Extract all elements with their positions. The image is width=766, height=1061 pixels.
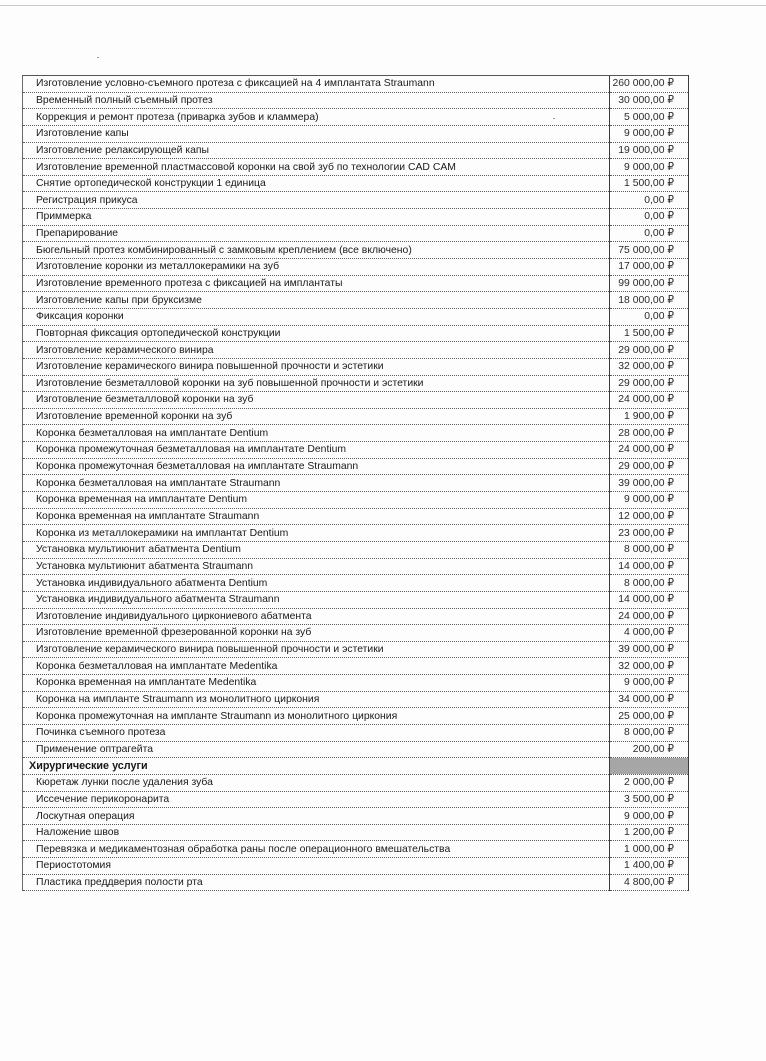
service-name: Изготовление капы при бруксизме xyxy=(23,292,610,309)
service-price: 1 200,00 ₽ xyxy=(610,824,689,841)
service-price: 29 000,00 ₽ xyxy=(610,458,689,475)
service-price: 34 000,00 ₽ xyxy=(610,691,689,708)
service-name: Коронка временная на имплантате Dentium xyxy=(23,492,610,509)
service-row xyxy=(23,774,689,791)
service-row xyxy=(23,508,689,525)
service-price: 4 000,00 ₽ xyxy=(610,625,689,642)
service-name: Установка мультиюнит абатмента Straumann xyxy=(23,558,610,575)
service-row xyxy=(23,358,689,375)
service-price: 9 000,00 ₽ xyxy=(610,808,689,825)
service-name: Изготовление индивидуального циркониевого абатмента xyxy=(23,608,610,625)
service-row xyxy=(23,159,689,176)
service-row xyxy=(23,591,689,608)
service-name: Коронка безметалловая на имплантате Straumann xyxy=(23,475,610,492)
service-name: Установка мультиюнит абатмента Dentium xyxy=(23,541,610,558)
service-price: 0,00 ₽ xyxy=(610,192,689,209)
service-price: 14 000,00 ₽ xyxy=(610,558,689,575)
service-name: Лоскутная операция xyxy=(23,808,610,825)
service-name: Препарирование xyxy=(23,225,610,242)
service-price: 0,00 ₽ xyxy=(610,225,689,242)
service-name: Изготовление временной фрезерованной коронки на зуб xyxy=(23,625,610,642)
service-name: Бюгельный протез комбинированный с замковым креплением (все включено) xyxy=(23,242,610,259)
service-row xyxy=(23,841,689,858)
service-price: 24 000,00 ₽ xyxy=(610,608,689,625)
service-price: 28 000,00 ₽ xyxy=(610,425,689,442)
service-row xyxy=(23,259,689,276)
service-price: 1 500,00 ₽ xyxy=(610,175,689,192)
service-row xyxy=(23,658,689,675)
service-name: Изготовление временной пластмассовой коронки на свой зуб по технологии CAD CAM xyxy=(23,159,610,176)
service-name: Временный полный съемный протез xyxy=(23,92,610,109)
service-name: Перевязка и медикаментозная обработка раны после операционного вмешательства xyxy=(23,841,610,858)
service-row xyxy=(23,76,689,93)
service-name: Коронка безметалловая на имплантате Dentium xyxy=(23,425,610,442)
service-price: 1 900,00 ₽ xyxy=(610,408,689,425)
service-row xyxy=(23,858,689,875)
service-name: Фиксация коронки xyxy=(23,308,610,325)
section-price-placeholder xyxy=(610,758,689,775)
service-price: 12 000,00 ₽ xyxy=(610,508,689,525)
service-price: 3 500,00 ₽ xyxy=(610,791,689,808)
scan-speck xyxy=(97,57,99,58)
service-row xyxy=(23,325,689,342)
service-row xyxy=(23,442,689,459)
service-price: 1 000,00 ₽ xyxy=(610,841,689,858)
service-price: 4 800,00 ₽ xyxy=(610,874,689,891)
service-row xyxy=(23,425,689,442)
service-row xyxy=(23,375,689,392)
service-name: Коронка временная на имплантате Medentika xyxy=(23,675,610,692)
service-price: 32 000,00 ₽ xyxy=(610,358,689,375)
service-row xyxy=(23,92,689,109)
service-price: 9 000,00 ₽ xyxy=(610,125,689,142)
service-price: 9 000,00 ₽ xyxy=(610,492,689,509)
service-price: 30 000,00 ₽ xyxy=(610,92,689,109)
service-name: Коронка промежуточная на импланте Straumann из монолитного циркония xyxy=(23,708,610,725)
service-price: 1 500,00 ₽ xyxy=(610,325,689,342)
service-row xyxy=(23,408,689,425)
service-price: 24 000,00 ₽ xyxy=(610,442,689,459)
service-row xyxy=(23,275,689,292)
service-price: 32 000,00 ₽ xyxy=(610,658,689,675)
service-name: Изготовление безметалловой коронки на зуб повышенной прочности и эстетики xyxy=(23,375,610,392)
service-row xyxy=(23,675,689,692)
service-name: Снятие ортопедической конструкции 1 единица xyxy=(23,175,610,192)
service-row xyxy=(23,741,689,758)
service-row xyxy=(23,192,689,209)
service-row xyxy=(23,575,689,592)
service-name: Установка индивидуального абатмента Straumann xyxy=(23,591,610,608)
service-price: 19 000,00 ₽ xyxy=(610,142,689,159)
service-price: 23 000,00 ₽ xyxy=(610,525,689,542)
service-price: 2 000,00 ₽ xyxy=(610,774,689,791)
service-row xyxy=(23,691,689,708)
service-price: 8 000,00 ₽ xyxy=(610,541,689,558)
service-row xyxy=(23,342,689,359)
service-row xyxy=(23,641,689,658)
service-row xyxy=(23,724,689,741)
service-row xyxy=(23,308,689,325)
service-row xyxy=(23,475,689,492)
section-title: Хирургические услуги xyxy=(23,758,610,775)
service-row xyxy=(23,874,689,891)
service-row xyxy=(23,125,689,142)
service-name: Изготовление капы xyxy=(23,125,610,142)
service-price: 0,00 ₽ xyxy=(610,308,689,325)
price-table-body xyxy=(23,76,689,891)
service-name: Приммерка xyxy=(23,209,610,226)
service-name: Применение оптрагейта xyxy=(23,741,610,758)
service-row xyxy=(23,525,689,542)
service-name: Иссечение перикоронарита xyxy=(23,791,610,808)
service-name: Изготовление временной коронки на зуб xyxy=(23,408,610,425)
service-row xyxy=(23,541,689,558)
service-price: 24 000,00 ₽ xyxy=(610,392,689,409)
service-name: Периостотомия xyxy=(23,858,610,875)
service-row xyxy=(23,458,689,475)
service-price: 9 000,00 ₽ xyxy=(610,675,689,692)
service-name: Изготовление безметалловой коронки на зуб xyxy=(23,392,610,409)
service-name: Кюретаж лунки после удаления зуба xyxy=(23,774,610,791)
service-price: 75 000,00 ₽ xyxy=(610,242,689,259)
service-price: 39 000,00 ₽ xyxy=(610,475,689,492)
service-row xyxy=(23,175,689,192)
service-row xyxy=(23,392,689,409)
scan-top-edge xyxy=(0,0,766,6)
service-name: Регистрация прикуса xyxy=(23,192,610,209)
service-price: 29 000,00 ₽ xyxy=(610,375,689,392)
service-price: 99 000,00 ₽ xyxy=(610,275,689,292)
service-name: Коронка промежуточная безметалловая на имплантате Dentium xyxy=(23,442,610,459)
service-price: 8 000,00 ₽ xyxy=(610,724,689,741)
service-price: 39 000,00 ₽ xyxy=(610,641,689,658)
service-name: Установка индивидуального абатмента Dentium xyxy=(23,575,610,592)
service-name: Коррекция и ремонт протеза (приварка зубов и кламмера) xyxy=(23,109,610,126)
service-name: Изготовление керамического винира повышенной прочности и эстетики xyxy=(23,641,610,658)
service-row xyxy=(23,824,689,841)
price-table xyxy=(22,75,689,891)
service-name: Коронка на импланте Straumann из монолитного циркония xyxy=(23,691,610,708)
service-name: Изготовление коронки из металлокерамики на зуб xyxy=(23,259,610,276)
service-price: 260 000,00 ₽ xyxy=(610,76,689,93)
service-price: 0,00 ₽ xyxy=(610,209,689,226)
service-row xyxy=(23,292,689,309)
service-price: 1 400,00 ₽ xyxy=(610,858,689,875)
service-name: Коронка промежуточная безметалловая на имплантате Straumann xyxy=(23,458,610,475)
service-row xyxy=(23,608,689,625)
service-name: Изготовление условно-съемного протеза с фиксацией на 4 имплантата Straumann xyxy=(23,76,610,93)
service-name: Изготовление керамического винира xyxy=(23,342,610,359)
service-name: Коронка безметалловая на имплантате Medentika xyxy=(23,658,610,675)
service-price: 200,00 ₽ xyxy=(610,741,689,758)
service-name: Изготовление временного протеза с фиксацией на имплантаты xyxy=(23,275,610,292)
service-price: 18 000,00 ₽ xyxy=(610,292,689,309)
service-price: 8 000,00 ₽ xyxy=(610,575,689,592)
service-price: 25 000,00 ₽ xyxy=(610,708,689,725)
service-price: 14 000,00 ₽ xyxy=(610,591,689,608)
service-row xyxy=(23,109,689,126)
service-row xyxy=(23,209,689,226)
service-row xyxy=(23,492,689,509)
service-name: Наложение швов xyxy=(23,824,610,841)
service-name: Пластика преддверия полости рта xyxy=(23,874,610,891)
service-row xyxy=(23,708,689,725)
service-name: Коронка из металлокерамики на имплантат Dentium xyxy=(23,525,610,542)
service-row xyxy=(23,625,689,642)
service-name: Изготовление керамического винира повышенной прочности и эстетики xyxy=(23,358,610,375)
service-row xyxy=(23,225,689,242)
service-price: 17 000,00 ₽ xyxy=(610,259,689,276)
service-name: Починка съемного протеза xyxy=(23,724,610,741)
service-price: 9 000,00 ₽ xyxy=(610,159,689,176)
service-row xyxy=(23,142,689,159)
service-row xyxy=(23,242,689,259)
service-name: Изготовление релаксирующей капы xyxy=(23,142,610,159)
service-row xyxy=(23,791,689,808)
section-header-row xyxy=(23,758,689,775)
service-row xyxy=(23,558,689,575)
service-name: Повторная фиксация ортопедической конструкции xyxy=(23,325,610,342)
service-name: Коронка временная на имплантате Straumann xyxy=(23,508,610,525)
service-row xyxy=(23,808,689,825)
service-price: 29 000,00 ₽ xyxy=(610,342,689,359)
service-price: 5 000,00 ₽ xyxy=(610,109,689,126)
